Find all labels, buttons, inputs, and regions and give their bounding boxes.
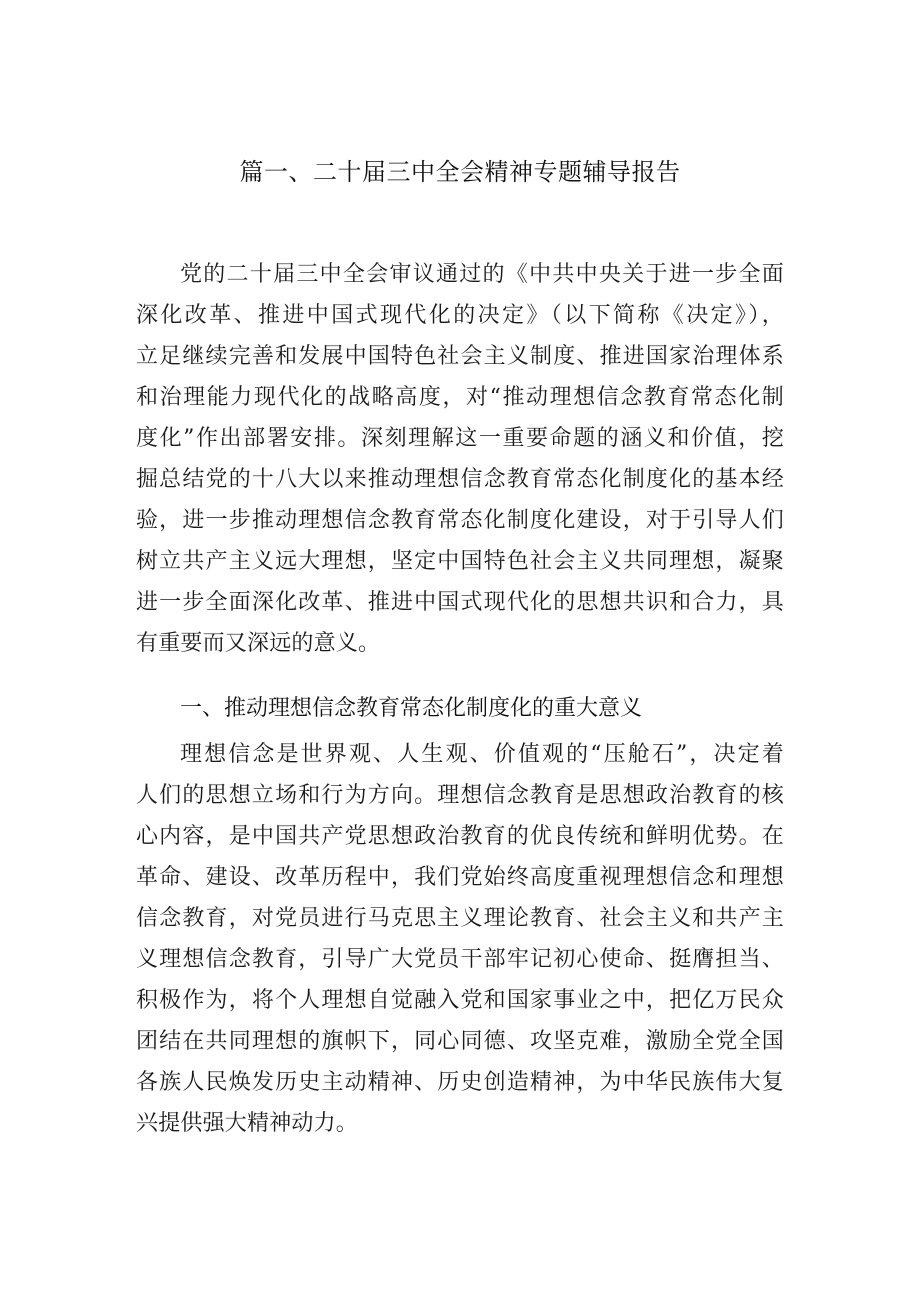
paragraph-line: 度化”作出部署安排。深刻理解这一重要命题的涵义和价值，挖	[136, 426, 784, 451]
paragraph-line: 兴提供强大精神动力。	[136, 1111, 359, 1136]
paragraph-line: 和治理能力现代化的战略高度，对“推动理想信念教育常态化制	[136, 385, 784, 410]
paragraph-line: 树立共产主义远大理想，坚定中国特色社会主义共同理想，凝聚	[136, 549, 784, 574]
paragraph-line: 深化改革、推进中国式现代化的决定》（以下简称《决定》），	[136, 303, 784, 328]
paragraph-line: 各族人民焕发历史主动精神、历史创造精神，为中华民族伟大复	[136, 1070, 784, 1095]
document-title: 篇一、二十届三中全会精神专题辅导报告	[239, 158, 681, 186]
paragraph-line: 掘总结党的十八大以来推动理想信念教育常态化制度化的基本经	[136, 467, 784, 492]
intro-paragraph	[136, 254, 784, 664]
paragraph-line: 革命、建设、改革历程中，我们党始终高度重视理想信念和理想	[136, 865, 784, 890]
section-paragraph	[136, 734, 784, 1144]
paragraph-line: 理想信念是世界观、人生观、价值观的“压舱石”，决定着	[180, 742, 784, 767]
paragraph-line: 人们的思想立场和行为方向。理想信念教育是思想政治教育的核	[136, 783, 784, 808]
paragraph-line: 心内容，是中国共产党思想政治教育的优良传统和鲜明优势。在	[136, 824, 784, 849]
paragraph-line: 义理想信念教育，引导广大党员干部牢记初心使命、挺膺担当、	[136, 947, 784, 972]
paragraph-line: 验，进一步推动理想信念教育常态化制度化建设，对于引导人们	[136, 508, 784, 533]
paragraph-line: 信念教育，对党员进行马克思主义理论教育、社会主义和共产主	[136, 906, 784, 931]
section-heading: 一、推动理想信念教育常态化制度化的重大意义	[180, 696, 643, 721]
paragraph-line: 团结在共同理想的旗帜下，同心同德、攻坚克难，激励全党全国	[136, 1029, 784, 1054]
paragraph-line: 积极作为，将个人理想自觉融入党和国家事业之中，把亿万民众	[136, 988, 784, 1013]
paragraph-line: 有重要而又深远的意义。	[136, 631, 381, 656]
paragraph-line: 进一步全面深化改革、推进中国式现代化的思想共识和合力，具	[136, 590, 784, 615]
paragraph-line: 立足继续完善和发展中国特色社会主义制度、推进国家治理体系	[136, 344, 784, 369]
paragraph-line: 党的二十届三中全会审议通过的《中共中央关于进一步全面	[180, 262, 784, 287]
